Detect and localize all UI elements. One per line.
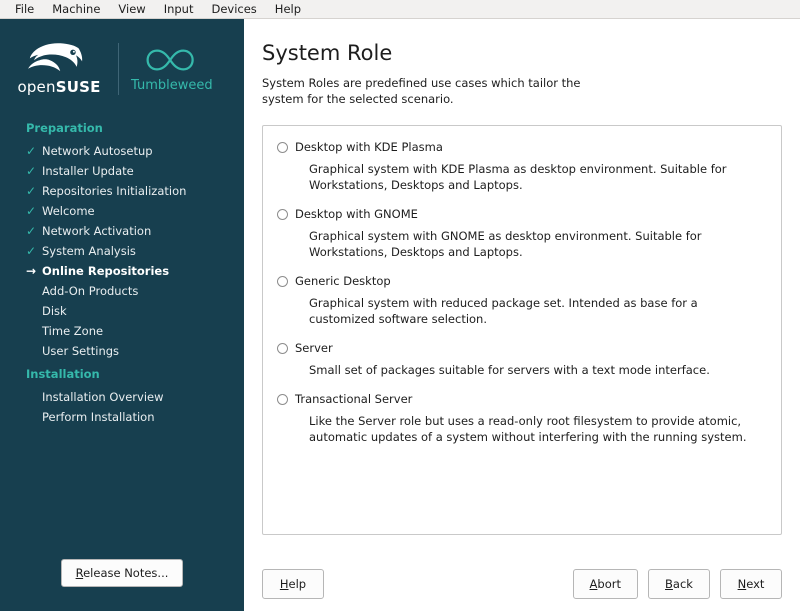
step-label: Welcome: [42, 204, 95, 218]
step-installation-overview[interactable]: [0, 387, 244, 407]
step-installer-update[interactable]: [0, 161, 244, 181]
role-option-transactional-server[interactable]: [277, 392, 767, 445]
step-add-on-products[interactable]: [0, 281, 244, 301]
check-icon: ✓: [26, 204, 37, 218]
brand-logo: [0, 19, 244, 97]
menu-item-machine[interactable]: Machine: [52, 2, 101, 16]
step-online-repositories[interactable]: [0, 261, 244, 281]
step-label: Network Activation: [42, 224, 152, 238]
step-repositories-initialization[interactable]: [0, 181, 244, 201]
role-option-server[interactable]: [277, 341, 767, 378]
opensuse-wordmark: openSUSE: [17, 78, 101, 96]
step-label: Disk: [42, 304, 67, 318]
step-label: Add-On Products: [42, 284, 139, 298]
radio-icon[interactable]: [277, 394, 288, 405]
radio-icon[interactable]: [277, 209, 288, 220]
role-title: Server: [295, 341, 333, 355]
menubar: [0, 0, 800, 19]
role-description: Small set of packages suitable for servers with a text mode interface.: [309, 363, 710, 377]
role-option-generic-desktop[interactable]: [277, 274, 767, 327]
role-title: Desktop with KDE Plasma: [295, 140, 443, 154]
step-welcome[interactable]: [0, 201, 244, 221]
role-option-desktop-kde[interactable]: [277, 140, 767, 193]
step-label: User Settings: [42, 344, 120, 358]
step-group-preparation: Preparation: [26, 121, 103, 135]
tumbleweed-wordmark: Tumbleweed: [131, 78, 213, 93]
infinity-icon: [142, 45, 202, 75]
opensuse-logo: [0, 42, 118, 96]
menu-item-file[interactable]: File: [15, 2, 35, 16]
footer-right: [573, 569, 782, 599]
help-button[interactable]: Help: [262, 569, 324, 599]
menu-item-input[interactable]: Input: [163, 2, 194, 16]
role-header[interactable]: [277, 207, 767, 221]
page-description: System Roles are predefined use cases which tailor the system for the selected scenario.: [262, 76, 581, 106]
step-label: Time Zone: [42, 324, 104, 338]
page-title: System Role: [262, 41, 393, 65]
role-header[interactable]: [277, 392, 767, 406]
next-button[interactable]: Next: [720, 569, 782, 599]
radio-icon[interactable]: [277, 343, 288, 354]
sidebar: [0, 19, 244, 611]
role-header[interactable]: [277, 341, 767, 355]
role-description: Graphical system with KDE Plasma as desktop environment. Suitable for Workstations, Desktops and Laptops.: [309, 162, 727, 192]
step-label: Installation Overview: [42, 390, 164, 404]
product-logo: [125, 45, 213, 93]
step-system-analysis[interactable]: [0, 241, 244, 261]
step-label: Perform Installation: [42, 410, 155, 424]
system-role-list: [262, 125, 782, 535]
footer-bar: [262, 569, 782, 599]
radio-icon[interactable]: [277, 142, 288, 153]
step-label: Online Repositories: [42, 264, 170, 278]
role-description: Graphical system with reduced package set. Intended as base for a customized software selection.: [309, 296, 698, 326]
step-disk[interactable]: [0, 301, 244, 321]
check-icon: ✓: [26, 224, 37, 238]
back-button[interactable]: Back: [648, 569, 710, 599]
check-icon: ✓: [26, 244, 37, 258]
role-option-desktop-gnome[interactable]: [277, 207, 767, 260]
step-time-zone[interactable]: [0, 321, 244, 341]
role-header[interactable]: [277, 274, 767, 288]
installer-window: [0, 19, 800, 611]
role-description: Like the Server role but uses a read-only root filesystem to provide atomic, automatic updates of a system without interfering with the running system.: [309, 414, 747, 444]
check-icon: ✓: [26, 164, 37, 178]
chameleon-icon: [22, 42, 96, 76]
release-notes-area: [0, 559, 244, 587]
menu-item-help[interactable]: Help: [274, 2, 302, 16]
step-label: Installer Update: [42, 164, 134, 178]
menu-item-view[interactable]: View: [118, 2, 146, 16]
step-label: System Analysis: [42, 244, 136, 258]
step-network-autosetup[interactable]: [0, 141, 244, 161]
step-label: Repositories Initialization: [42, 184, 187, 198]
role-description: Graphical system with GNOME as desktop environment. Suitable for Workstations, Desktops and Laptops.: [309, 229, 702, 259]
radio-icon[interactable]: [277, 276, 288, 287]
step-list: [0, 97, 244, 427]
role-title: Transactional Server: [295, 392, 413, 406]
arrow-right-icon: →: [26, 264, 37, 278]
role-title: Desktop with GNOME: [295, 207, 418, 221]
role-title: Generic Desktop: [295, 274, 391, 288]
step-group-installation: Installation: [26, 367, 100, 381]
logo-divider: [118, 43, 119, 95]
footer-left: [262, 569, 324, 599]
abort-button[interactable]: Abort: [573, 569, 638, 599]
role-header[interactable]: [277, 140, 767, 154]
release-notes-button[interactable]: Release Notes...: [61, 559, 184, 587]
step-user-settings[interactable]: [0, 341, 244, 361]
step-label: Network Autosetup: [42, 144, 153, 158]
main-content: [244, 19, 800, 611]
check-icon: ✓: [26, 144, 37, 158]
menu-item-devices[interactable]: Devices: [211, 2, 257, 16]
check-icon: ✓: [26, 184, 37, 198]
step-network-activation[interactable]: [0, 221, 244, 241]
step-perform-installation[interactable]: [0, 407, 244, 427]
